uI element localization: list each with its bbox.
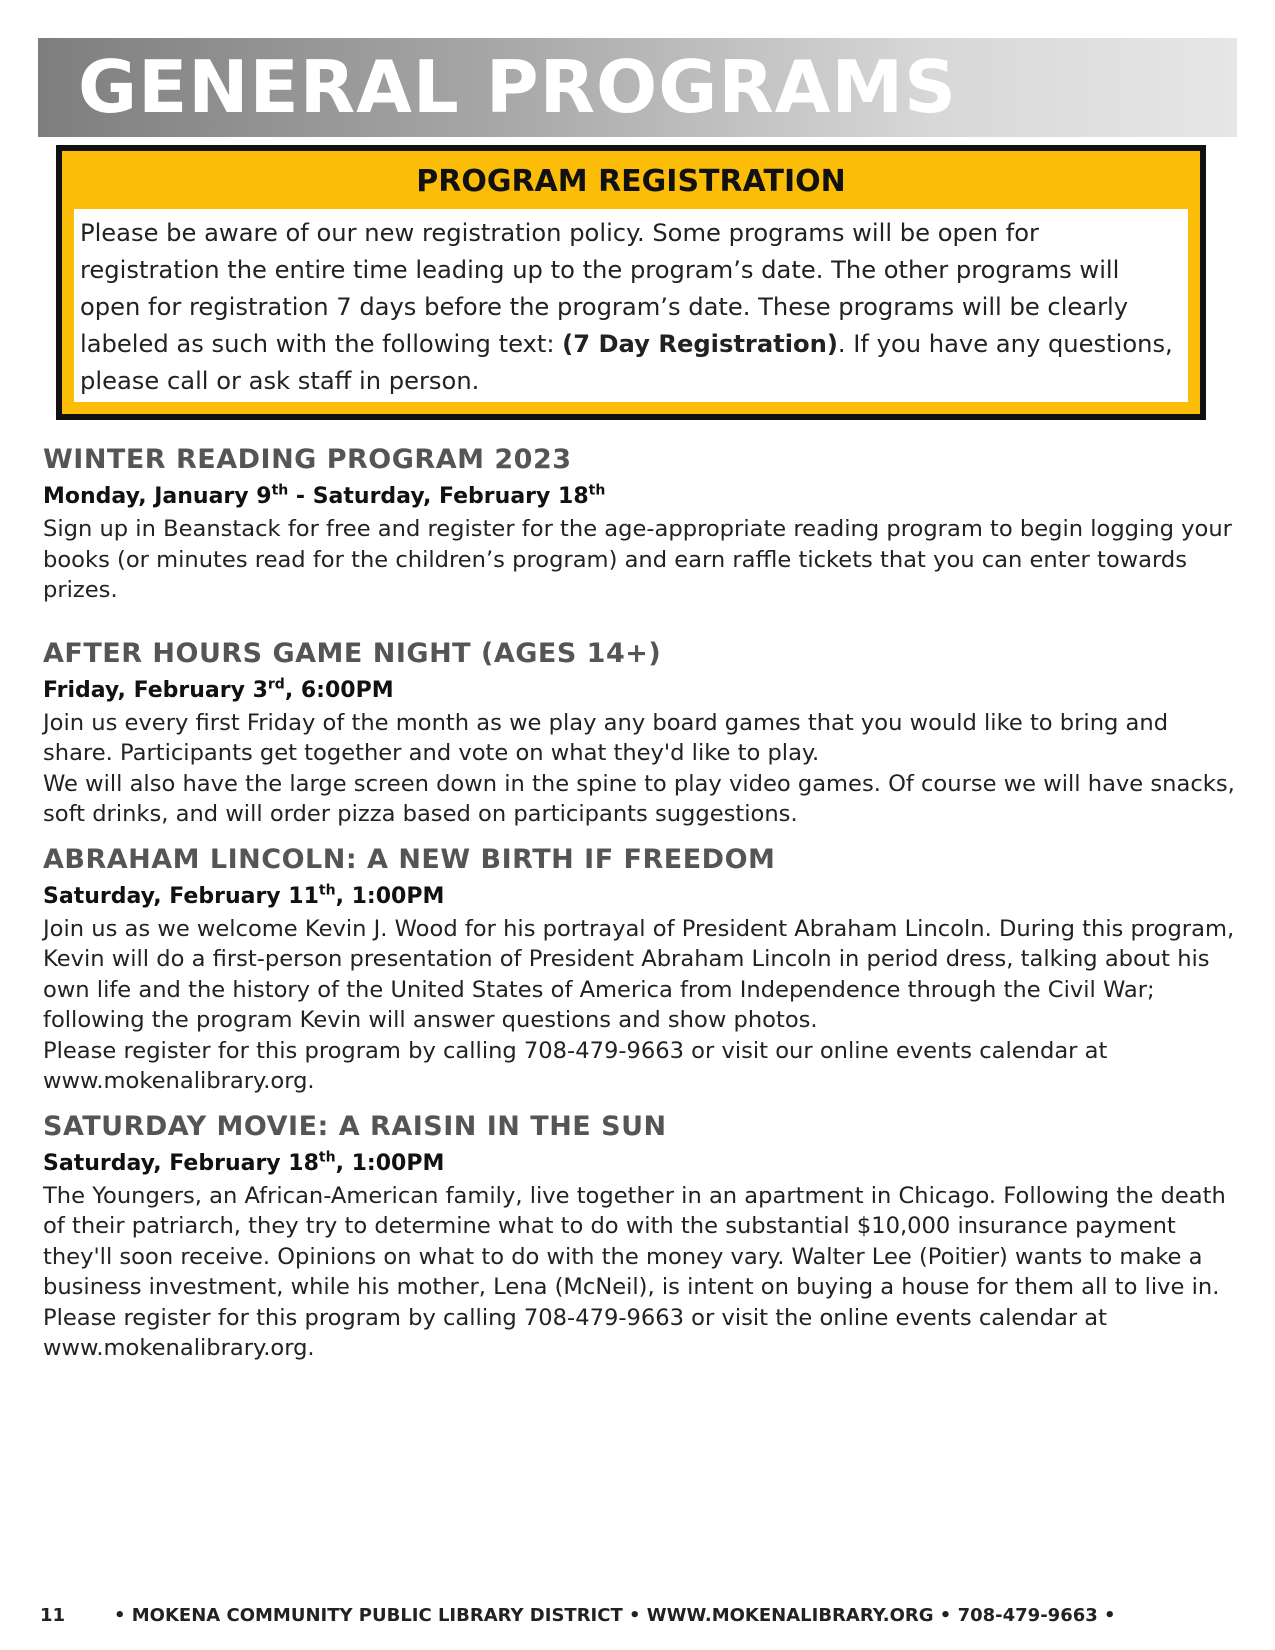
- program-game-night: [43, 636, 1243, 830]
- program-date: [43, 1149, 1243, 1179]
- registration-text-before: Please be aware of our new registration policy. Some programs will be open for registration the entire time leading up to the program’s date. The other programs will open for registration 7 days before the program’s date. These programs will be clearly labeled as such with the following text:: [80, 219, 1129, 358]
- program-description: [43, 914, 1243, 1097]
- date-text: Friday, February 3: [43, 677, 268, 703]
- program-date: [43, 882, 1243, 912]
- program-title: WINTER READING PROGRAM 2023: [43, 444, 572, 475]
- program-abraham-lincoln: [43, 842, 1243, 1097]
- date-suffix: th: [318, 1149, 336, 1166]
- date-text: - Saturday, February 18: [288, 484, 589, 509]
- registration-text: [74, 209, 1188, 402]
- program-title: AFTER HOURS GAME NIGHT (AGES 14+): [43, 637, 662, 669]
- program-paragraph: Please register for this program by calling 708-479-9663 or visit the online events calendar at www.mokenalibrary.org.: [43, 1304, 1107, 1361]
- programs-list: [43, 442, 1243, 1376]
- program-saturday-movie: [43, 1109, 1243, 1364]
- date-text: Saturday, February 11: [43, 883, 319, 909]
- program-paragraph: Join us as we welcome Kevin J. Wood for his portrayal of President Abraham Lincoln. During this program, Kevin will do a first-person presentation of President Abraham Lincoln in period dress, talking about his own life and the history of the United States of America from Independence through the Civil War; following the program Kevin will answer questions and show photos.: [43, 915, 1235, 1033]
- program-winter-reading: [43, 442, 1243, 606]
- page-banner: [38, 38, 1237, 137]
- date-suffix: th: [318, 882, 336, 899]
- date-text: Monday, January 9: [43, 484, 272, 509]
- registration-text-after: . If you have any questions, please call or ask staff in person.: [80, 330, 1173, 395]
- program-paragraph: Sign up in Beanstack for free and register for the age-appropriate reading program to begin logging your books (or minutes read for the children’s program) and earn raffle tickets that you can enter towards prizes.: [43, 516, 1232, 603]
- page-title: GENERAL PROGRAMS: [78, 45, 958, 129]
- program-paragraph: The Youngers, an African-American family, live together in an apartment in Chicago. Following the death of their patriarch, they try to determine what to do with the substantial $10,000 insurance payment they'll soon receive. Opinions on what to do with the money vary. Walter Lee (Poitier) wants to make a business investment, while his mother, Lena (McNeil), is intent on buying a house for them all to live in.: [43, 1182, 1226, 1300]
- registration-bold-text: (7 Day Registration): [562, 330, 838, 358]
- program-paragraph: Join us every first Friday of the month as we play any board games that you would like to bring and share. Participants get together and vote on what they'd like to play.: [43, 709, 1169, 766]
- program-title: SATURDAY MOVIE: A RAISIN IN THE SUN: [43, 1110, 667, 1142]
- page-number: 11: [40, 1605, 66, 1626]
- program-paragraph: Please register for this program by calling 708-479-9663 or visit our online events calendar at www.mokenalibrary.org.: [43, 1037, 1108, 1094]
- program-description: [43, 708, 1243, 830]
- date-text: , 1:00PM: [335, 883, 445, 909]
- program-description: [43, 514, 1243, 606]
- program-description: [43, 1181, 1243, 1364]
- date-suffix: rd: [267, 676, 285, 693]
- program-date: [43, 482, 1243, 512]
- date-suffix: th: [588, 482, 606, 499]
- date-suffix: th: [271, 482, 289, 499]
- program-title: ABRAHAM LINCOLN: A NEW BIRTH IF FREEDOM: [43, 843, 776, 875]
- registration-box: [56, 145, 1206, 420]
- date-text: , 6:00PM: [284, 677, 394, 703]
- date-text: , 1:00PM: [335, 1150, 445, 1176]
- program-date: [43, 676, 1243, 706]
- footer-contact-line: • MOKENA COMMUNITY PUBLIC LIBRARY DISTRICT • WWW.MOKENALIBRARY.ORG • 708-479-9663 •: [114, 1605, 1116, 1626]
- date-text: Saturday, February 18: [43, 1150, 319, 1176]
- registration-title: PROGRAM REGISTRATION: [416, 164, 846, 199]
- program-paragraph: We will also have the large screen down in the spine to play video games. Of course we will have snacks, soft drinks, and will order pizza based on participants suggestions.: [43, 770, 1235, 827]
